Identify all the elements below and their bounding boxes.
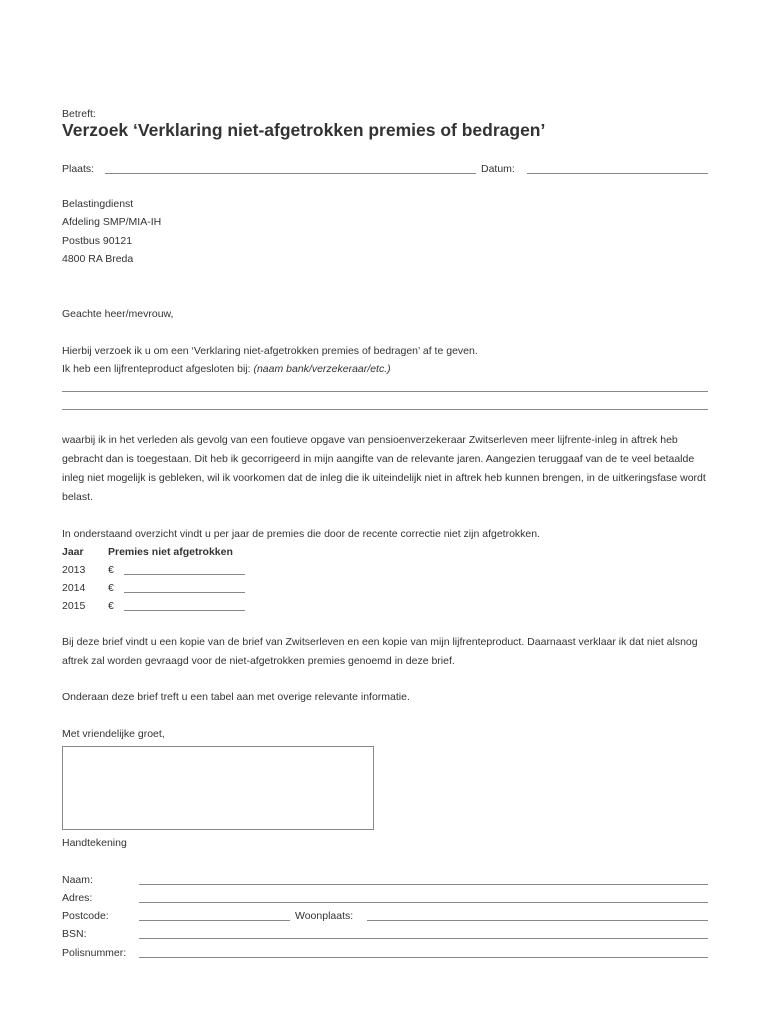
plaats-field[interactable] [105, 173, 476, 174]
address-line-1: Belastingdienst [62, 198, 134, 210]
request-line-2 [62, 362, 391, 376]
col-year-header: Jaar [62, 546, 84, 558]
naam-field[interactable] [139, 884, 708, 885]
address-line-2: Afdeling SMP/MIA-IH [62, 216, 162, 228]
insurer-field-1[interactable] [62, 391, 708, 392]
postcode-label: Postcode: [62, 910, 109, 922]
adres-label: Adres: [62, 892, 93, 904]
datum-label: Datum: [481, 163, 515, 175]
overview-intro: In onderstaand overzicht vindt u per jaar de premies die door de recente correctie niet zijn afgetrokken. [62, 528, 541, 540]
enclosure-paragraph: Bij deze brief vindt u een kopie van de brief van Zwitserleven en een kopie van mijn lijfrenteproduct. Daarnaast verklaar ik dat niet alsnog aftrek zal worden gevraagd voor de niet-afgetrokken premies genoemd in deze brief. [62, 636, 698, 667]
closing: Met vriendelijke groet, [62, 728, 165, 740]
woonplaats-label: Woonplaats: [295, 910, 354, 922]
naam-label: Naam: [62, 874, 93, 886]
bsn-label: BSN: [62, 928, 87, 940]
request-line-2-prefix: Ik heb een lijfrenteproduct afgesloten bij: [62, 363, 254, 375]
datum-field[interactable] [527, 173, 708, 174]
bsn-field[interactable] [139, 938, 708, 939]
premie-2015-field[interactable] [124, 610, 245, 611]
currency-symbol: € [108, 564, 114, 576]
polisnummer-field[interactable] [139, 957, 708, 958]
signature-box[interactable] [62, 746, 374, 830]
currency-symbol: € [108, 600, 114, 612]
polisnummer-label: Polisnummer: [62, 947, 127, 959]
premie-2013-field[interactable] [124, 574, 245, 575]
plaats-label: Plaats: [62, 163, 95, 175]
premie-2014-field[interactable] [124, 592, 245, 593]
year-2015: 2015 [62, 600, 86, 612]
explanation-paragraph: waarbij ik in het verleden als gevolg van een foutieve opgave van pensioenverzekeraar Zwitserleven meer lijfrente-inleg in aftrek heb gebracht dan is toegestaan. Dit heb ik gecorrigeerd in mijn aangifte van de relevante jaren. Aangezien teruggaaf van de te veel betaalde inleg niet mogelijk is gebleken, wil ik voorkomen dat de inleg die ik uiteindelijk niet in aftrek heb kunnen brengen, in de uitkeringsfase wordt belast. [62, 434, 706, 503]
year-2013: 2013 [62, 564, 86, 576]
request-line-2-hint: (naam bank/verzekeraar/etc.) [253, 363, 391, 375]
table-note: Onderaan deze brief treft u een tabel aan met overige relevante informatie. [62, 691, 410, 703]
adres-field[interactable] [139, 902, 708, 903]
request-line-1: Hierbij verzoek ik u om een ‘Verklaring niet-afgetrokken premies of bedragen’ af te geven. [62, 345, 478, 357]
address-line-4: 4800 RA Breda [62, 253, 134, 265]
insurer-field-2[interactable] [62, 409, 708, 410]
page-title: Verzoek ‘Verklaring niet-afgetrokken premies of bedragen’ [62, 120, 546, 140]
year-2014: 2014 [62, 582, 86, 594]
signature-label: Handtekening [62, 837, 127, 849]
salutation: Geachte heer/mevrouw, [62, 308, 174, 320]
currency-symbol: € [108, 582, 114, 594]
postcode-field[interactable] [139, 920, 290, 921]
address-line-3: Postbus 90121 [62, 235, 133, 247]
betreft-label: Betreft: [62, 108, 96, 120]
col-premies-header: Premies niet afgetrokken [108, 546, 233, 558]
woonplaats-field[interactable] [367, 920, 708, 921]
